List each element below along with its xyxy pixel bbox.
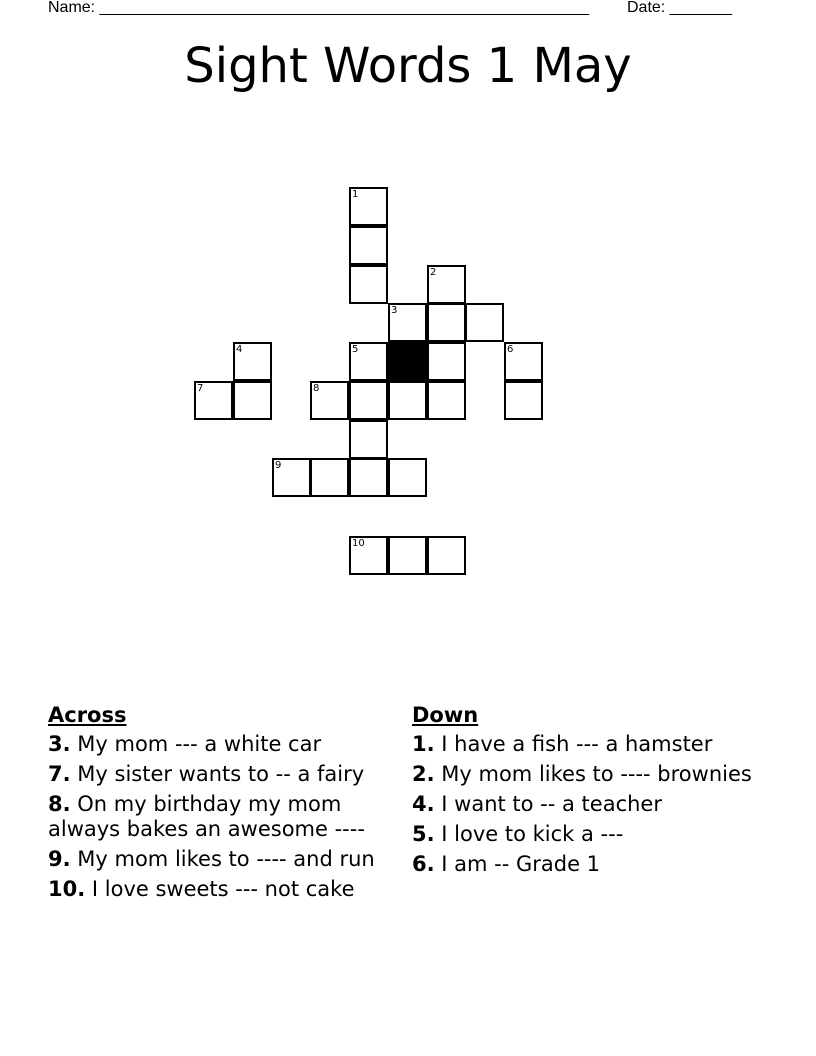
crossword-cell[interactable] bbox=[349, 381, 388, 420]
clue-item bbox=[48, 792, 393, 842]
clue-text: On my birthday my mom always bakes an awesome ---- bbox=[48, 792, 365, 841]
clue-number: 1. bbox=[412, 732, 435, 756]
cell-number: 6 bbox=[507, 344, 514, 355]
crossword-cell[interactable] bbox=[465, 303, 504, 342]
crossword-cell[interactable] bbox=[349, 226, 388, 265]
crossword-cell[interactable] bbox=[349, 342, 388, 381]
crossword-cell[interactable] bbox=[388, 303, 427, 342]
crossword-cell[interactable] bbox=[349, 420, 388, 459]
across-clues bbox=[48, 702, 393, 907]
clue-number: 2. bbox=[412, 762, 435, 786]
clue-text: My mom likes to ---- and run bbox=[77, 847, 375, 871]
name-field-label: Name: _______________________________________________________ bbox=[48, 0, 589, 16]
cell-number: 8 bbox=[313, 383, 320, 394]
crossword-cell[interactable] bbox=[310, 381, 349, 420]
crossword-cell[interactable] bbox=[504, 342, 543, 381]
cell-number: 7 bbox=[197, 383, 204, 394]
cell-number: 3 bbox=[391, 305, 398, 316]
crossword-cell[interactable] bbox=[388, 458, 427, 497]
crossword-cell[interactable] bbox=[427, 303, 466, 342]
clue-text: My sister wants to -- a fairy bbox=[77, 762, 365, 786]
clue-text: I love to kick a --- bbox=[441, 822, 624, 846]
date-field-label: Date: _______ bbox=[627, 0, 732, 16]
clue-text: My mom likes to ---- brownies bbox=[441, 762, 752, 786]
crossword-cell[interactable] bbox=[194, 381, 233, 420]
crossword-cell[interactable] bbox=[310, 458, 349, 497]
crossword-cell[interactable] bbox=[427, 265, 466, 304]
crossword-cell[interactable] bbox=[272, 458, 311, 497]
cell-number: 4 bbox=[236, 344, 243, 355]
clue-text: I am -- Grade 1 bbox=[441, 852, 601, 876]
crossword-cell[interactable] bbox=[349, 187, 388, 226]
crossword-cell[interactable] bbox=[388, 381, 427, 420]
clue-number: 6. bbox=[412, 852, 435, 876]
clue-item bbox=[48, 732, 393, 757]
clue-item bbox=[412, 792, 762, 817]
clue-number: 4. bbox=[412, 792, 435, 816]
page-title: Sight Words 1 May bbox=[184, 38, 632, 94]
crossword-cell[interactable] bbox=[233, 342, 272, 381]
crossword-cell[interactable] bbox=[427, 342, 466, 381]
clue-item bbox=[48, 847, 393, 872]
clue-text: I want to -- a teacher bbox=[441, 792, 662, 816]
down-clues bbox=[412, 702, 762, 882]
clue-item bbox=[412, 732, 762, 757]
across-heading: Across bbox=[48, 703, 127, 727]
crossword-cell[interactable] bbox=[349, 536, 388, 575]
clue-text: I love sweets --- not cake bbox=[91, 877, 355, 901]
clue-item bbox=[412, 852, 762, 877]
clue-item bbox=[48, 877, 393, 902]
cell-number: 10 bbox=[352, 538, 365, 549]
crossword-cell[interactable] bbox=[504, 381, 543, 420]
clue-number: 8. bbox=[48, 792, 71, 816]
crossword-cell[interactable] bbox=[427, 381, 466, 420]
clue-item bbox=[412, 762, 762, 787]
clue-text: My mom --- a white car bbox=[77, 732, 322, 756]
clue-text: I have a fish --- a hamster bbox=[441, 732, 713, 756]
crossword-black-cell bbox=[388, 342, 427, 381]
down-heading: Down bbox=[412, 703, 479, 727]
clue-number: 3. bbox=[48, 732, 71, 756]
clue-number: 5. bbox=[412, 822, 435, 846]
cell-number: 1 bbox=[352, 189, 359, 200]
crossword-cell[interactable] bbox=[388, 536, 427, 575]
cell-number: 5 bbox=[352, 344, 359, 355]
crossword-cell[interactable] bbox=[427, 536, 466, 575]
crossword-cell[interactable] bbox=[349, 265, 388, 304]
clue-number: 10. bbox=[48, 877, 86, 901]
clue-item bbox=[48, 762, 393, 787]
clue-number: 7. bbox=[48, 762, 71, 786]
crossword-cell[interactable] bbox=[349, 458, 388, 497]
crossword-cell[interactable] bbox=[233, 381, 272, 420]
cell-number: 9 bbox=[275, 460, 282, 471]
clue-number: 9. bbox=[48, 847, 71, 871]
clue-item bbox=[412, 822, 762, 847]
cell-number: 2 bbox=[430, 267, 437, 278]
